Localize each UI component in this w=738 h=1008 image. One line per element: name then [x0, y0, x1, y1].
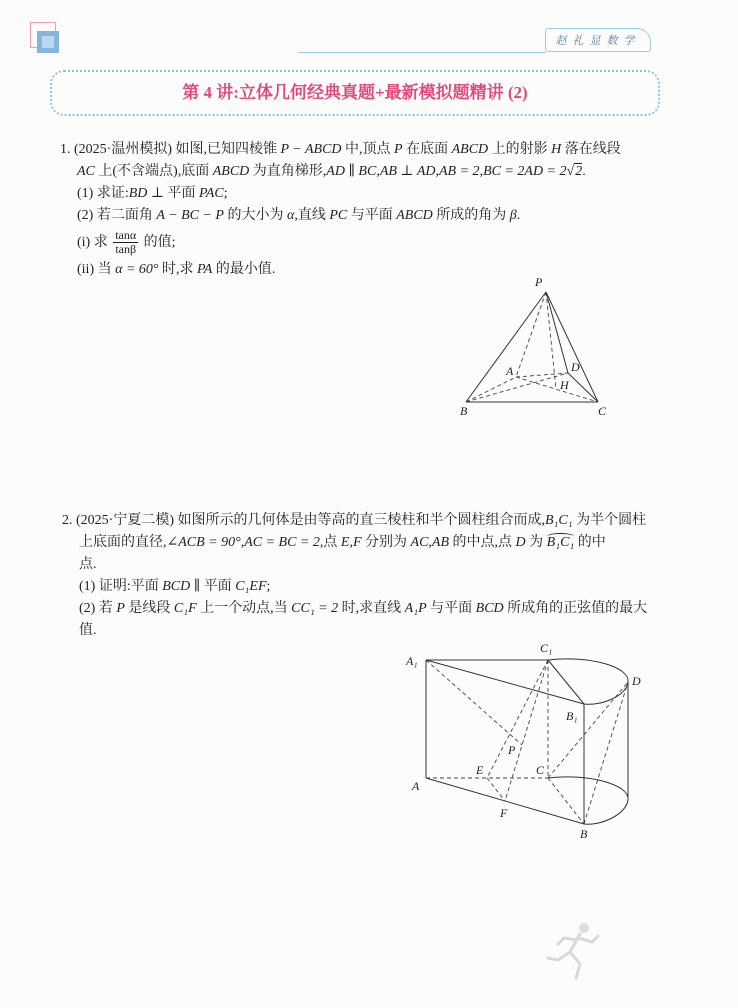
- corner-logo-icon: [30, 22, 66, 58]
- text-run: 的最小值.: [212, 262, 276, 277]
- math-expression: β: [509, 208, 517, 223]
- math-expression: AC: [410, 535, 429, 550]
- text-run: 分别为: [361, 535, 411, 550]
- fraction-numerator: tanα: [115, 228, 137, 243]
- text-run: 的中: [574, 535, 606, 550]
- text-run: 的值;: [140, 235, 176, 250]
- text-run: 在底面: [402, 142, 452, 157]
- math-expression: H: [551, 142, 562, 157]
- edge-C1B1: [548, 660, 584, 704]
- text-run: 平面: [167, 186, 200, 201]
- problem-line: [77, 161, 621, 183]
- text-run: 与平面: [347, 208, 397, 223]
- text-run: ;: [223, 186, 228, 201]
- vertex-label-D: D: [571, 360, 580, 374]
- radical-sign: √: [566, 164, 575, 179]
- text-run: .: [582, 164, 586, 179]
- text-run: 时,求: [158, 262, 198, 277]
- text-run: 上的射影: [488, 142, 552, 157]
- text-run: (1) 求证:: [77, 186, 129, 201]
- text-run: ,: [349, 535, 353, 550]
- text-run: ,: [376, 164, 380, 179]
- problem-stem-line: [60, 139, 621, 161]
- brand-label: 赵礼显数学: [555, 34, 641, 47]
- math-expression: AB = 2: [439, 164, 480, 179]
- text-run: 2. (2025·宁夏二模) 如图所示的几何体是由等高的直三棱柱和半个圆柱组合而成,: [62, 513, 545, 528]
- text-run: ,: [240, 535, 245, 550]
- segment-BD: [584, 682, 628, 824]
- arc-expression: B₁C₁: [546, 535, 575, 550]
- vertex-label-P: P: [535, 275, 543, 289]
- text-run: 中,顶点: [341, 142, 395, 157]
- text-run: 与平面: [426, 601, 476, 616]
- math-expression: PC: [329, 208, 348, 223]
- problem-line: [79, 598, 647, 620]
- text-run: ;: [266, 579, 271, 594]
- vertex-label-B: B: [580, 827, 588, 841]
- text-run: 落在线段: [561, 142, 621, 157]
- problem-line: [77, 227, 621, 259]
- text-run: 所成角的正弦值的最大: [503, 601, 648, 616]
- fraction-denominator: tanβ: [115, 242, 137, 257]
- text-run: (2) 若: [79, 601, 117, 616]
- text-run: 为半个圆柱: [572, 513, 647, 528]
- hidden-edges: [426, 660, 628, 824]
- figure-1-pyramid: [440, 268, 630, 428]
- visible-edges: [426, 659, 628, 824]
- vertex-label-A: A: [412, 779, 420, 793]
- math-expression: P − ABCD: [280, 142, 342, 157]
- math-expression: F: [352, 535, 362, 550]
- problem-line: [79, 532, 647, 554]
- edge-AD: [516, 373, 568, 377]
- vertex-label-E: E: [476, 763, 484, 777]
- header-brand-tab: [545, 28, 651, 52]
- math-expression: A − BC − P: [156, 208, 224, 223]
- fraction: [113, 229, 138, 256]
- math-expression: A₁P: [404, 601, 427, 616]
- text-run: ,: [435, 164, 439, 179]
- vertex-label-C: C: [598, 404, 607, 418]
- lecture-title: 第 4 讲:立体几何经典真题+最新模拟题精讲 (2): [182, 83, 528, 102]
- hidden-edges: [466, 292, 598, 402]
- runner-illustration-icon: [540, 918, 610, 988]
- text-run: 点.: [79, 557, 97, 572]
- math-expression: BD ⊥: [128, 186, 168, 201]
- text-run: ,: [479, 164, 484, 179]
- edge-PC: [546, 292, 598, 402]
- math-expression: BCD: [475, 601, 504, 616]
- math-expression: ABCD: [396, 208, 433, 223]
- problem-line: [77, 183, 621, 205]
- problem-1: [60, 139, 621, 281]
- vertex-label-C1: C₁: [540, 641, 553, 655]
- text-run: 为直角梯形,: [249, 164, 327, 179]
- figure-2-prism-half-cylinder: [400, 635, 650, 850]
- text-run: 值.: [79, 623, 97, 638]
- edge-CB: [548, 778, 584, 824]
- math-expression: PA: [197, 262, 213, 277]
- problem-2: [62, 510, 647, 642]
- text-run: 是线段: [124, 601, 174, 616]
- text-run: 上(不含端点),底面: [94, 164, 213, 179]
- vertex-label-B: B: [460, 404, 468, 418]
- edge-A1B1: [426, 660, 584, 704]
- square-root-expression: [567, 163, 583, 179]
- segment-CD: [548, 682, 628, 778]
- math-expression: ABCD: [451, 142, 489, 157]
- vertex-label-D: D: [632, 674, 641, 688]
- text-run: 时,求直线: [338, 601, 405, 616]
- math-expression: AC: [77, 164, 95, 179]
- radicand: 2: [575, 164, 583, 179]
- math-expression: α = 60°: [115, 262, 159, 277]
- math-expression: BCD ∥: [162, 579, 204, 594]
- vertex-label-H: H: [560, 378, 569, 392]
- math-expression: B₁C₁: [545, 513, 573, 528]
- text-run: 的中点,点: [449, 535, 516, 550]
- math-expression: D: [515, 535, 526, 550]
- visible-edges: [466, 292, 598, 402]
- math-expression: C₁F: [173, 601, 197, 616]
- text-run: 1. (2025·温州模拟) 如图,已知四棱锥: [60, 142, 281, 157]
- math-expression: AB ⊥ AD: [379, 164, 436, 179]
- math-expression: E: [340, 535, 350, 550]
- edge-PB: [466, 292, 546, 402]
- vertex-label-F: F: [500, 806, 508, 820]
- math-expression: ∠ACB = 90°: [166, 535, 241, 550]
- math-expression: P: [394, 142, 403, 157]
- logo-inner-square: [42, 36, 54, 48]
- problem-line: [79, 576, 647, 598]
- math-expression: P: [116, 601, 125, 616]
- math-expression: PAC: [199, 186, 224, 201]
- segment-C1E: [487, 660, 548, 778]
- text-run: 的大小为: [223, 208, 287, 223]
- vertex-label-C: C: [536, 763, 545, 777]
- text-run: 平面: [203, 579, 236, 594]
- math-expression: AC = BC = 2: [244, 535, 320, 550]
- text-run: .: [516, 208, 521, 223]
- vertex-label-A1: A₁: [406, 654, 418, 668]
- segment-A1P: [426, 660, 522, 745]
- vertex-label-A: A: [506, 364, 514, 378]
- math-expression: ABCD: [212, 164, 250, 179]
- lecture-title-box: [50, 70, 660, 116]
- text-run: 为: [525, 535, 547, 550]
- text-run: (1) 证明:平面: [79, 579, 163, 594]
- math-expression: AB: [431, 535, 450, 550]
- text-run: (i) 求: [77, 235, 112, 250]
- math-expression: BC = 2AD = 2: [483, 164, 567, 179]
- vertex-label-B1: B₁: [566, 709, 578, 723]
- text-run: ,: [428, 535, 432, 550]
- math-expression: C₁EF: [235, 579, 267, 594]
- problem-line: [79, 554, 647, 576]
- text-run: 上底面的直径,: [79, 535, 167, 550]
- segment-EF: [487, 778, 505, 801]
- header-rule: [298, 52, 546, 53]
- text-run: ,点: [319, 535, 341, 550]
- text-run: 上一个动点,当: [196, 601, 292, 616]
- vertex-label-P: P: [508, 743, 516, 757]
- edge-PA: [516, 292, 546, 377]
- text-run: ,直线: [294, 208, 330, 223]
- math-expression: CC₁ = 2: [291, 601, 339, 616]
- text-run: 所成的角为: [432, 208, 510, 223]
- text-run: (ii) 当: [77, 262, 116, 277]
- problem-stem-line: [62, 510, 647, 532]
- math-expression: α: [286, 208, 295, 223]
- problem-line: [77, 205, 621, 227]
- text-run: (2) 若二面角: [77, 208, 157, 223]
- math-expression: AD ∥ BC: [326, 164, 377, 179]
